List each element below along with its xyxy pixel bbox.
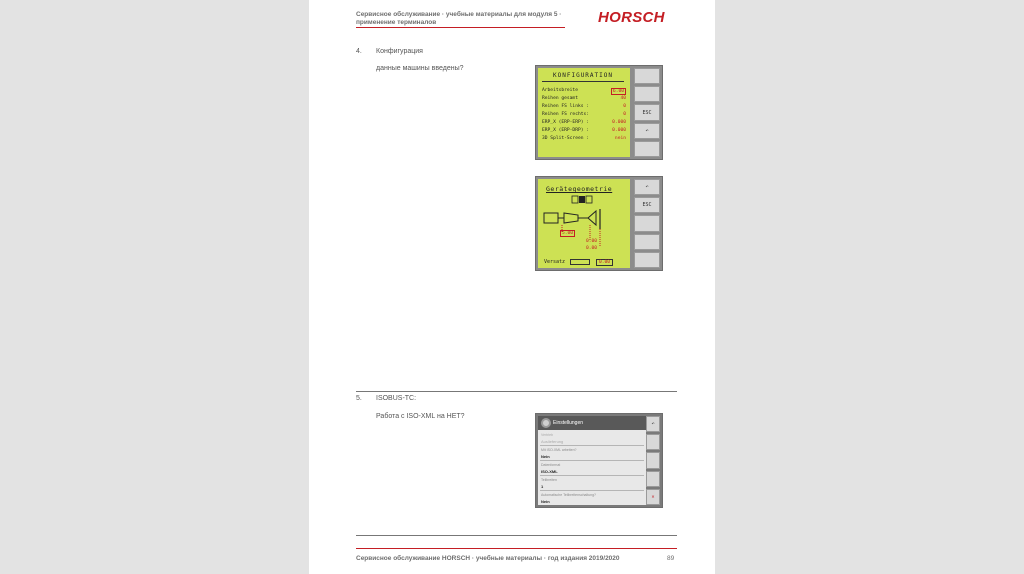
softkey[interactable]: [634, 234, 660, 250]
header-rule: [356, 27, 565, 28]
versatz-label: Versatz: [544, 259, 566, 265]
settings-item[interactable]: Automatische Teilbreitenschaltung? Nein: [541, 493, 596, 504]
softkey-back-icon[interactable]: ↶: [634, 123, 660, 139]
geometrie-screen: [538, 179, 630, 268]
machine-geometry-diagram: [542, 195, 628, 257]
softkey[interactable]: [646, 434, 660, 450]
settings-item[interactable]: Mit ISO-XML arbeiten? Nein: [540, 447, 644, 461]
versatz-box[interactable]: [570, 259, 590, 265]
konf-row: Reihen gesamt 40: [542, 96, 626, 101]
section-5-title: ISOBUS-TC:: [376, 395, 417, 402]
geometrie-value-2[interactable]: 0.00: [586, 239, 598, 244]
geometrie-value-3[interactable]: 0.00: [586, 246, 598, 251]
konf-row: ERP_X (ERP-DRP) : 0.000: [542, 128, 626, 133]
section-4-title: Конфигурация: [376, 48, 423, 55]
konf-row: ERP_X (ERP-ERP) : 0.000: [542, 120, 626, 125]
geometrie-softkeys: [634, 179, 660, 268]
konfiguration-title: KONFIGURATION: [542, 72, 624, 82]
softkey[interactable]: [646, 452, 660, 468]
einstellungen-header: [538, 416, 646, 430]
document-page: [309, 0, 715, 574]
konf-row: Reihen FS links : 0: [542, 104, 626, 109]
geometrie-value-1[interactable]: 5.00: [562, 231, 574, 236]
page-number: 89: [667, 555, 675, 562]
softkey-close-icon[interactable]: ✕: [646, 489, 660, 505]
softkey[interactable]: [634, 86, 660, 102]
konf-row: 3D Split-Screen : nein: [542, 136, 626, 141]
header-line-1: Сервисное обслуживание · учебные материалы для модуля 5 ·: [356, 11, 562, 18]
einstellungen-screen: [538, 416, 646, 505]
gear-icon: [541, 418, 551, 428]
settings-item[interactable]: Teilbreiten 1: [540, 477, 644, 491]
footer-text: Сервисное обслуживание HORSCH · учебные материалы · год издания 2019/2020: [356, 555, 620, 562]
softkey-esc[interactable]: ESC: [634, 104, 660, 120]
einstellungen-title: Einstellungen: [553, 420, 584, 426]
footer-divider: [356, 535, 677, 536]
einstellungen-terminal: [535, 413, 663, 508]
konf-row: Reihen FS rechts: 0: [542, 112, 626, 117]
section-divider: [356, 391, 677, 392]
settings-item[interactable]: Vertrieb Auslieferung: [540, 432, 644, 446]
softkey[interactable]: [634, 252, 660, 268]
section-5-number: 5.: [356, 395, 362, 402]
versatz-value[interactable]: 0.00: [596, 259, 613, 266]
softkey-esc[interactable]: ESC: [634, 197, 660, 213]
header-text: [356, 11, 561, 27]
footer-rule: [356, 548, 677, 549]
section-4-number: 4.: [356, 48, 362, 55]
softkey-back-icon[interactable]: ↶: [646, 416, 660, 432]
einstellungen-softkeys: [646, 416, 660, 505]
konfiguration-screen: [538, 68, 630, 157]
softkey[interactable]: [634, 141, 660, 157]
section-5-question: Работа с ISO-XML на НЕТ?: [376, 413, 465, 420]
konfiguration-softkeys: [634, 68, 660, 157]
konfiguration-terminal: [535, 65, 663, 160]
geometrie-terminal: [535, 176, 663, 271]
softkey-back-icon[interactable]: ↶: [634, 179, 660, 195]
softkey[interactable]: [634, 68, 660, 84]
settings-item[interactable]: Datenformat ISO-XML: [540, 462, 644, 476]
softkey[interactable]: [646, 471, 660, 487]
softkey[interactable]: [634, 215, 660, 231]
horsch-logo: HORSCH: [598, 9, 665, 26]
konf-row: Arbeitsbreite 6.00: [542, 88, 624, 94]
section-4-question: данные машины введены?: [376, 65, 464, 72]
geometrie-title: Gerätegeometrie: [546, 185, 613, 193]
header-line-2: применение терминалов: [356, 19, 437, 26]
